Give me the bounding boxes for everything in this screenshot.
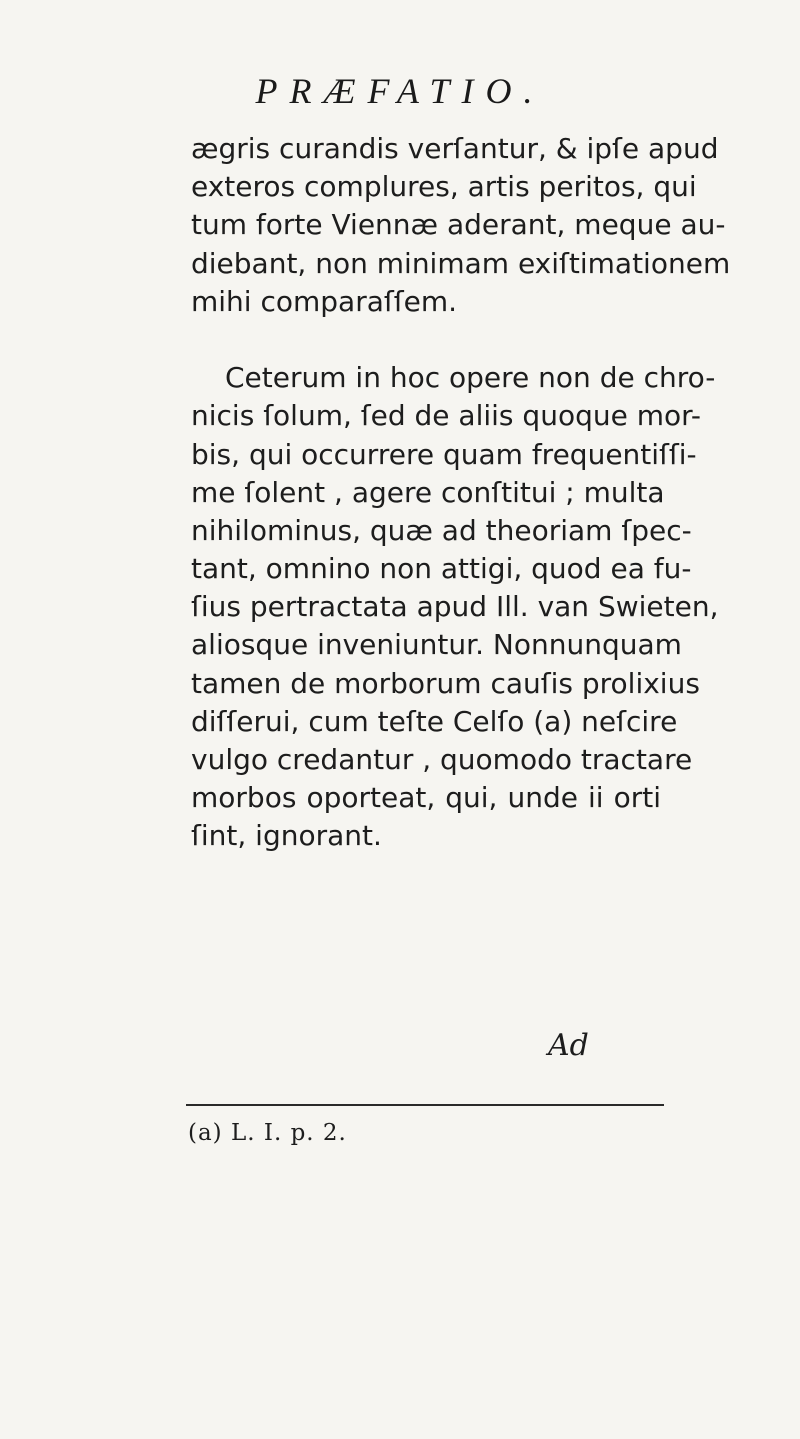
footnote: (a) L. I. p. 2. bbox=[188, 1120, 347, 1146]
text-line: nicis ſolum, ſed de aliis quoque mor- bbox=[191, 399, 701, 433]
text-line: exteros complures, artis peritos, qui bbox=[191, 170, 697, 204]
text-line: mihi comparaſſem. bbox=[191, 284, 457, 318]
text-line: tum forte Viennæ aderant, meque au- bbox=[191, 208, 726, 242]
paragraph-gap bbox=[191, 321, 661, 359]
text-line: aliosque inveniuntur. Nonnunquam bbox=[191, 628, 682, 662]
text-line: vulgo credantur , quomodo tractare bbox=[191, 743, 693, 776]
paragraph-2 bbox=[191, 359, 719, 855]
paragraph-1 bbox=[191, 130, 731, 321]
footnote-rule bbox=[186, 1104, 664, 1106]
text-line: tant, omnino non attigi, quod ea fu- bbox=[191, 552, 692, 586]
text-line: ægris curandis verſantur, & ipſe apud bbox=[191, 132, 719, 165]
text-line: ſius pertractata apud Ill. van Swieten, bbox=[191, 590, 719, 624]
text-line: bis, qui occurrere quam frequentiſſi- bbox=[191, 437, 697, 471]
text-line: diſſerui, cum teſte Celſo (a) neſcire bbox=[191, 704, 678, 738]
text-line: diebant, non minimam exiſtimationem bbox=[191, 246, 731, 280]
text-line: tamen de morborum cauſis prolixius bbox=[191, 666, 700, 700]
text-line: Ceterum in hoc opere non de chro- bbox=[225, 361, 716, 395]
catchword: Ad bbox=[548, 1028, 589, 1063]
body-text bbox=[191, 130, 731, 856]
running-head: PRÆFATIO. bbox=[255, 71, 545, 111]
text-line: ſint, ignorant. bbox=[191, 819, 382, 853]
text-line: morbos oporteat, qui, unde ii orti bbox=[191, 781, 661, 815]
text-line: nihilominus, quæ ad theoriam ſpec- bbox=[191, 513, 692, 547]
text-line: me ſolent , agere conſtitui ; multa bbox=[191, 475, 665, 509]
